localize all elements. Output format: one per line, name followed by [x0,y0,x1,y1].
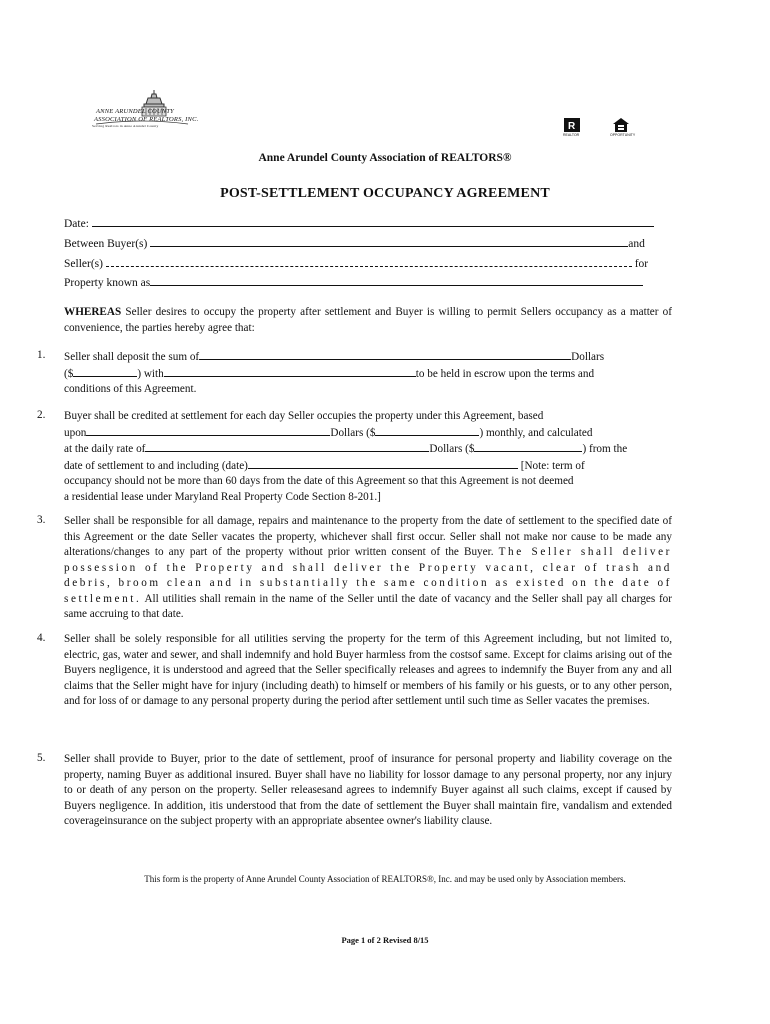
item-4-number: 4. [37,632,46,644]
association-logo [92,88,199,134]
item-2-text-i: [Note: term of [520,459,585,472]
realtor-caption: REALTOR [563,133,580,137]
item-2-text-h: date of settlement to and including (date) [64,459,248,472]
item-3-number: 3. [37,514,46,526]
item-2 [64,409,672,505]
item-2-text-a: Buyer shall be credited at settlement for each day Seller occupies the property under this Agreement, based [64,410,544,422]
item-3-text-c: All utilities shall remain in the name of the Seller until the date of vacancy and the Seller shall pay all charges for same accruing to that date. [64,592,672,620]
item-1-text-e: to be held in escrow upon the terms and [415,367,595,380]
whereas-paragraph [64,305,672,336]
item-2-text-e: at the daily rate of [64,443,146,455]
item-1 [64,349,672,398]
item-1-number: 1. [37,349,46,361]
item-2-number: 2. [37,409,46,421]
item-1-text-c: ($ [64,367,74,380]
buyer-label: Between Buyer(s) [64,238,148,250]
seller-label: Seller(s) [64,258,103,270]
item-3-text-b: The Seller shall deliver possession of the Property and shall deliver the Property vacant, clear of trash and debris, broom clean and in substantially the same condition as existed on the date of settlement. [64,546,672,605]
property-blank[interactable] [150,275,643,286]
buyer-blank[interactable] [150,236,628,247]
buyer-suffix: and [628,238,645,250]
item-3 [64,514,672,623]
item-1-text-f: conditions of this Agreement. [64,383,197,395]
footer-note: This form is the property of Anne Arundel County Association of REALTORS®, Inc. and may be used only by Association members. [144,874,626,884]
end-date-blank[interactable] [248,458,518,469]
document-title: POST-SETTLEMENT OCCUPANCY AGREEMENT [220,186,550,201]
whereas-lead: WHEREAS [64,306,122,318]
seller-blank[interactable] [106,256,632,267]
page-number: Page 1 of 2 Revised 8/15 [341,935,429,945]
logo-tagline: Serving Realtors in Anne Arundel County [92,124,159,128]
monthly-figure-blank[interactable] [375,425,479,436]
date-field[interactable] [64,216,654,230]
property-field[interactable] [64,275,643,289]
item-3-text-a: Seller shall be responsible for all damage, repairs and maintenance to the property from the date of settlement to the specified date of this Agreement or the date Seller vacates the property, whichever shall first occur. Seller shall not make nor cause to be made any alterations/changes to any part of the property without prior written consent of the Buyer. [64,515,672,558]
item-2-text-k: a residential lease under Maryland Real Property Code Section 8-201.] [64,490,381,503]
seller-suffix: for [634,258,649,270]
item-2-text-c: Dollars ($ [330,426,376,439]
escrow-holder-blank[interactable] [164,366,416,377]
item-2-text-f: Dollars ($ [429,443,475,455]
organization-name: Anne Arundel County Association of REALTORS® [258,152,512,164]
whereas-text: Seller desires to occupy the property after settlement and Buyer is willing to permit Sellers occupancy as a matter of convenience, the parties hereby agree that: [64,306,672,334]
item-2-text-j: occupancy should not be more than 60 days from the date of this Agreement so that this Agreement is not deemed [64,475,574,487]
daily-rate-blank[interactable] [145,441,429,452]
date-blank[interactable] [92,216,654,227]
buyer-field[interactable] [64,236,645,250]
item-2-text-b: upon [64,426,87,439]
property-label: Property known as [64,277,151,289]
logo-line-1: ANNE ARUNDEL COUNTY [96,108,174,115]
item-1-text-d: ) with [137,367,164,380]
item-2-text-d: ) monthly, and calculated [479,426,593,439]
seller-field[interactable] [64,256,648,270]
item-5-number: 5. [37,752,46,764]
item-1-text-a: Seller shall deposit the sum of [64,351,200,363]
svg-text:R: R [568,121,576,132]
logo-line-2: ASSOCIATION OF REALTORS, INC. [94,116,199,123]
item-4: Seller shall be solely responsible for all utilities serving the property for the term of this Agreement including, but not limited to, electric, gas, water and sewer, and shall indemnify and hold Buyer harmless from the costsof same. Except for claims arising out of the Buyers negligence, it is understood and agreed that the Seller specifically releases and agrees to indemnify the Buyer from any and all claims that the Seller might have for injury (including death) to himself or members of his family or his guests, or to any other person, and for loss of or damage to any personal property during the period after settlement until such time as Seller vacates the premises. [64,633,672,707]
item-1-text-b: Dollars [571,351,605,363]
date-label: Date: [64,218,89,230]
daily-figure-blank[interactable] [474,441,582,452]
housing-caption: OPPORTUNITY [610,133,636,137]
deposit-amount-blank[interactable] [199,349,571,360]
item-2-text-g: ) from the [582,443,628,455]
deposit-figure-blank[interactable] [73,366,137,377]
item-5: Seller shall provide to Buyer, prior to the date of settlement, proof of insurance for personal property and liability coverage on the property, naming Buyer as additional insured. Buyer shall have no liability for lossor damage to any personal property, nor any injury to or death of any person on the property. Seller releasesand agrees to indemnify Buyer against all such claims, except if caused by Buyers negligence. In addition, itis understood that from the date of settlement the Buyer shall maintain fire, vandalism and extended coverageinsurance on the subject property with an appropriate absentee owner's liability clause. [64,753,672,827]
monthly-amount-blank[interactable] [86,425,330,436]
